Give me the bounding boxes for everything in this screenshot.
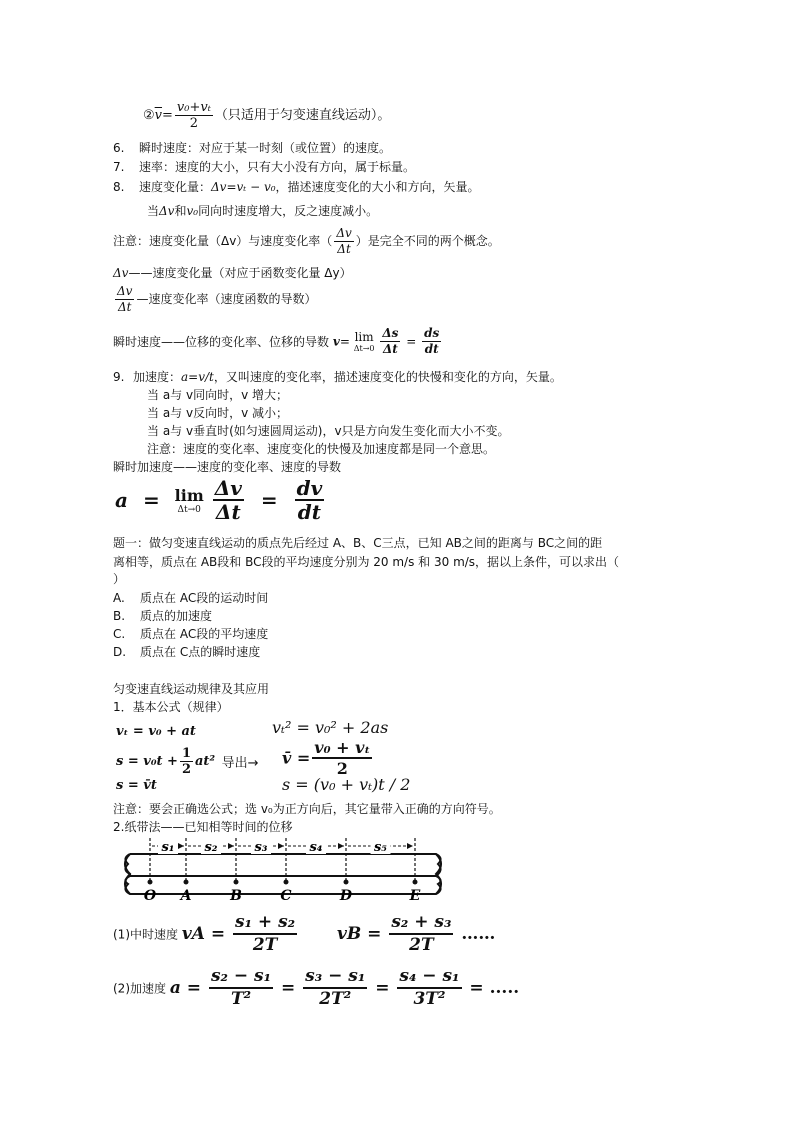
lim-sub: Δt→0 (177, 504, 201, 515)
v-bar: $\overline{v}$ (154, 108, 163, 123)
option-text: 质点在 C点的瞬时速度 (140, 645, 261, 659)
mean-note: （只适用于匀变速直线运动）。 (214, 108, 391, 123)
inst-velocity (113, 326, 443, 357)
segment-label: s₄ (309, 840, 323, 855)
sub-text: 1．基本公式（规律） (113, 700, 229, 714)
formula-text: s = v̄t (116, 778, 157, 793)
text: 加速度： (133, 370, 182, 384)
note-text: 注意：要会正确选公式；选 v₀为正方向后，其它量带入正确的方向符号。 (113, 802, 501, 816)
point-label: O (143, 888, 157, 904)
segment-label: s₁ (161, 840, 175, 855)
row-label: (1)中时速度 (113, 927, 178, 942)
case-text: 当 a与 v垂直时(如匀速圆周运动)，v只是方向发生变化而大小不变。 (147, 424, 510, 438)
tape-title (113, 818, 292, 835)
option-c (113, 625, 268, 642)
point-label: C (280, 888, 292, 904)
question-line-3 (113, 570, 125, 587)
formula-text: at² (194, 754, 216, 769)
segment-label: s₂ (204, 840, 218, 855)
equals: = (375, 977, 390, 998)
half-fraction (180, 746, 193, 777)
equals: = (260, 488, 278, 512)
lim-text: lim (354, 330, 374, 344)
tape-dot (184, 880, 189, 885)
va-symbol: vA (181, 923, 205, 944)
text: —速度变化率（速度函数的导数） (136, 292, 317, 306)
case-text: 当 a与 v同向时，v 增大； (147, 388, 289, 402)
text: 和 (174, 204, 187, 218)
arrow-head (338, 843, 344, 849)
denominator: 2T² (319, 989, 352, 1009)
text: ——速度变化量（对应于函数变化量 Δy） (128, 266, 352, 280)
formula-text: s = (v₀ + vₜ)t / 2 (282, 775, 411, 794)
tape-left-wave (125, 854, 130, 894)
formula-text: vₜ² = v₀² + 2as (272, 718, 389, 737)
a-symbol: a (169, 977, 181, 998)
vb-symbol: vB (336, 923, 362, 944)
title-text: 匀变速直线运动规律及其应用 (113, 682, 270, 696)
denominator: T² (230, 989, 252, 1009)
denominator: 2 (336, 759, 348, 778)
question-text: ） (113, 572, 126, 586)
case-text: 当 a与 v反向时，v 减小； (147, 406, 289, 420)
vb-fraction (389, 912, 453, 956)
lim-sub: Δt→0 (353, 344, 375, 353)
accel-fraction-1 (209, 966, 273, 1010)
option-label: B. (113, 609, 126, 623)
ellipsis: = ..... (469, 977, 520, 998)
formula-s (116, 746, 259, 777)
tape-dot (234, 880, 239, 885)
text: 瞬时加速度——速度的变化率、速度的导数 (113, 460, 342, 474)
numerator: s₄ − s₁ (397, 966, 461, 989)
option-text: 质点的加速度 (140, 609, 213, 623)
text: 瞬时速度——位移的变化率、位移的导数 (113, 335, 330, 349)
item-label: 9. (113, 370, 125, 384)
row-label: (2)加速度 (113, 981, 166, 996)
denominator: 3T² (413, 989, 446, 1009)
point-label: D (339, 888, 353, 904)
item-9-case (147, 422, 510, 439)
text: 注意：速度变化量（Δv）与速度变化率（ (113, 234, 333, 248)
derivative-fraction (422, 326, 441, 357)
derive-arrow: 导出→ (221, 756, 259, 771)
mean-v-fraction (312, 738, 372, 778)
text: ）是完全不同的两个概念。 (355, 234, 500, 248)
equals-sign: = (339, 334, 350, 349)
note-rate-vs-change (113, 226, 500, 257)
question-line-1 (113, 534, 602, 551)
question-text: 离相等，质点在 AB段和 BC段的平均速度分别为 20 m/s 和 30 m/s，据以上条件，可以求出（ (113, 555, 620, 569)
tape-dot (413, 880, 418, 885)
option-text: 质点在 AC段的平均速度 (140, 627, 269, 641)
arrow-head (278, 843, 284, 849)
dv-dt-fraction (213, 477, 244, 523)
va-fraction (233, 912, 297, 956)
numerator: 1 (181, 746, 191, 761)
numerator: s₃ − s₁ (303, 966, 367, 989)
acceleration-formula (169, 966, 520, 1009)
tape-dot (344, 880, 349, 885)
item-9-case (147, 386, 288, 403)
segment-label: s₅ (373, 840, 388, 855)
tape-dot (284, 880, 289, 885)
segment-label: s₃ (254, 840, 268, 855)
denominator: Δt (337, 242, 351, 256)
item-9 (113, 368, 562, 385)
ds-dt-fraction (380, 326, 400, 357)
formula-vt (116, 724, 196, 739)
numerator: v₀ + vₜ (314, 738, 371, 757)
item-9-case (147, 440, 495, 457)
numerator: s₂ + s₃ (389, 912, 453, 935)
inst-accel-title (113, 458, 341, 475)
option-label: D. (113, 645, 127, 659)
option-label: C. (113, 627, 126, 641)
formula-text: s = v₀t + (116, 754, 178, 769)
derivative-fraction (295, 477, 325, 523)
mean-velocity-line (143, 100, 390, 131)
item-label: 6. (113, 141, 125, 155)
item-8-note (147, 202, 378, 219)
equals: = (280, 977, 296, 998)
item-text-a: 速度变化量： (139, 180, 212, 194)
denominator: Δt (117, 300, 132, 314)
limit (354, 330, 375, 353)
denominator: dt (424, 342, 439, 356)
denominator: 2T (252, 935, 278, 955)
question-text: 题一：做匀变速直线运动的质点先后经过 A、B、C三点，已知 AB之间的距离与 BC之间的距 (113, 536, 603, 550)
formula-s-mean (116, 778, 157, 793)
numerator: Δv (117, 284, 133, 298)
numerator: ds (424, 326, 440, 340)
ellipsis: …… (461, 923, 496, 944)
tape-dot (148, 880, 153, 885)
item-6 (113, 139, 391, 156)
numerator: s₂ − s₁ (209, 966, 273, 989)
question-line-2 (113, 553, 619, 570)
item-8 (113, 178, 480, 195)
accel-symbol: a (115, 488, 128, 512)
formula-text: vₜ = v₀ + at (116, 724, 196, 739)
text: 当 (147, 204, 160, 218)
numerator: Δv (336, 226, 352, 240)
item-text-b: ，描述速度变化的大小和方向，矢量。 (275, 180, 480, 194)
numerator: s₁ + s₂ (233, 912, 297, 935)
item-9-case (147, 404, 288, 421)
def-rate (113, 284, 316, 315)
denominator: 2T (409, 935, 434, 955)
delta-v-formula: Δv=vₜ − v₀ (211, 180, 276, 194)
formula-mean-v (282, 738, 374, 778)
v0: v₀ (186, 204, 199, 218)
rate-fraction (115, 284, 134, 315)
delta-v: Δv (159, 204, 175, 218)
denominator: 2 (181, 762, 191, 777)
arrow-head (178, 843, 184, 849)
arrow-head (407, 843, 413, 849)
item-label: 7. (113, 160, 125, 174)
note-direction (113, 800, 501, 817)
equals: = (210, 923, 226, 944)
item-label: 8. (113, 180, 125, 194)
formula: a=v/t (181, 370, 214, 384)
section-sub-1 (113, 698, 229, 715)
equals: = (186, 977, 202, 998)
option-d (113, 643, 260, 660)
lim-text: lim (174, 485, 204, 505)
symbol: Δv (113, 266, 129, 280)
accel-fraction-3 (397, 966, 461, 1010)
item-7 (113, 158, 415, 175)
equals: = (162, 108, 173, 123)
accel-fraction-2 (303, 966, 367, 1010)
tape-labels (144, 888, 421, 904)
acceleration-row (113, 966, 519, 1010)
item-text: 速率：速度的大小，只有大小没有方向，属于标量。 (139, 160, 416, 174)
equals: = (406, 334, 417, 349)
mean-denominator: 2 (189, 116, 199, 131)
velocity-symbol: v (332, 334, 340, 349)
rate-fraction (334, 226, 353, 257)
denominator: dt (297, 500, 321, 524)
section-title (113, 680, 269, 697)
denominator: Δt (215, 500, 241, 524)
title-text: 2.纸带法——已知相等时间的位移 (113, 820, 293, 834)
mean-fraction (175, 100, 213, 131)
text: ，又叫速度的变化率，描述速度变化的快慢和变化的方向，矢量。 (213, 370, 562, 384)
denominator: Δt (382, 342, 398, 356)
mean-numerator: v₀+vₜ (176, 100, 211, 115)
limit (175, 486, 204, 515)
circled-number: ② (143, 108, 155, 123)
mid-velocity-row (113, 912, 495, 956)
arrow-head (228, 843, 234, 849)
paper-tape-diagram (118, 836, 448, 906)
item-text: 瞬时速度：对应于某一时刻（或位置）的速度。 (139, 141, 392, 155)
option-a (113, 589, 268, 606)
numerator: dv (296, 476, 323, 500)
option-text: 质点在 AC段的运动时间 (140, 591, 269, 605)
case-text: 注意：速度的变化率、速度变化的快慢及加速度都是同一个意思。 (147, 442, 496, 456)
point-label: A (180, 888, 192, 904)
numerator: Δs (382, 326, 399, 340)
formula-vt-squared (272, 718, 388, 737)
option-label: A. (113, 591, 125, 605)
option-b (113, 607, 212, 624)
mid-velocity-formula (181, 912, 496, 955)
point-label: B (230, 888, 242, 904)
equals: = (142, 488, 160, 512)
point-label: E (409, 888, 421, 904)
equals: = (367, 923, 382, 944)
text: 同向时速度增大，反之速度减小。 (198, 204, 379, 218)
numerator: Δv (214, 476, 242, 500)
formula-text: v̄ = (282, 748, 311, 768)
tape-segments (152, 839, 413, 855)
def-delta-v (113, 264, 352, 281)
formula-s-avg (282, 775, 410, 794)
inst-accel-formula (115, 477, 326, 523)
